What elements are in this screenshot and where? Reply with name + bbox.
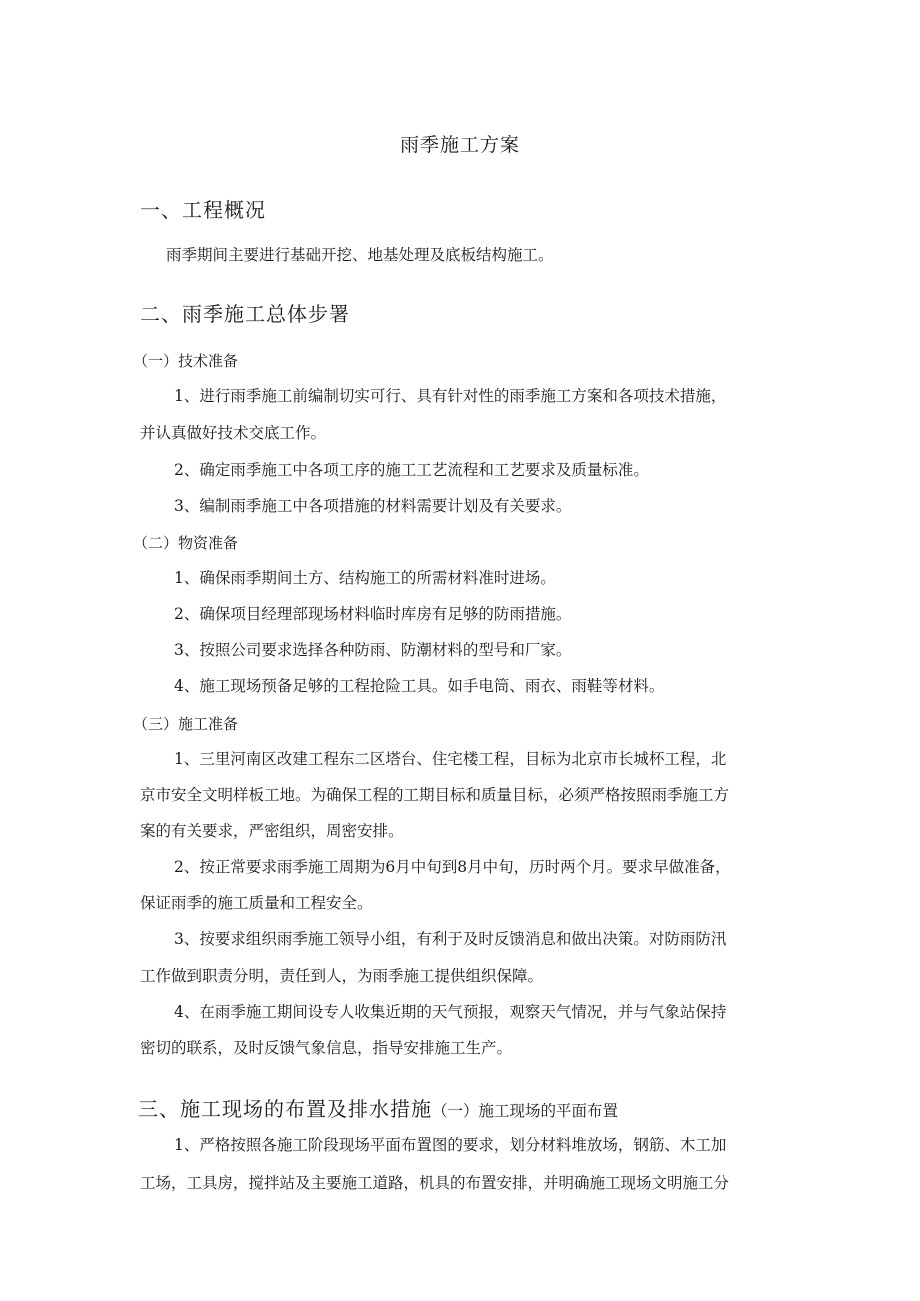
construction-prep-item-1-line-1: 1、三里河南区改建工程东二区塔台、住宅楼工程，目标为北京市长城杯工程，北	[174, 750, 727, 768]
subsection-construction-prep: （三）施工准备	[133, 715, 239, 733]
site-layout-item-1-line-1: 1、严格按照各施工阶段现场平面布置图的要求，划分材料堆放场，钢筋、木工加	[174, 1136, 727, 1154]
section-2-heading: 二、雨季施工总体步署	[140, 302, 350, 326]
construction-prep-item-3-line-2: 工作做到职责分明，责任到人，为雨季施工提供组织保障。	[140, 967, 544, 985]
construction-prep-item-1-line-2: 京市安全文明样板工地。为确保工程的工期目标和质量目标，必须严格按照雨季施工方	[140, 786, 730, 804]
tech-prep-item-3: 3、编制雨季施工中各项措施的材料需要计划及有关要求。	[174, 497, 572, 515]
construction-prep-item-2-line-2: 保证雨季的施工质量和工程安全。	[140, 894, 373, 912]
material-prep-item-2: 2、确保项目经理部现场材料临时库房有足够的防雨措施。	[174, 605, 572, 623]
document-title: 雨季施工方案	[399, 134, 520, 156]
construction-prep-item-1-line-3: 案的有关要求，严密组织，周密安排。	[140, 822, 404, 840]
construction-prep-item-3-line-1: 3、按要求组织雨季施工领导小组，有利于及时反馈消息和做出决策。对防雨防汛	[174, 930, 727, 948]
material-prep-item-3: 3、按照公司要求选择各种防雨、防潮材料的型号和厂家。	[174, 641, 572, 659]
material-prep-item-4: 4、施工现场预备足够的工程抢险工具。如手电筒、雨衣、雨鞋等材料。	[174, 677, 665, 695]
site-layout-item-1-line-2: 工场，工具房，搅拌站及主要施工道路，机具的布置安排，并明确施工现场文明施工分	[140, 1174, 730, 1192]
section-1-heading: 一、工程概况	[140, 198, 266, 222]
tech-prep-item-2: 2、确定雨季施工中各项工序的施工工艺流程和工艺要求及质量标准。	[174, 461, 649, 479]
tech-prep-item-1-line-1: 1、进行雨季施工前编制切实可行、具有针对性的雨季施工方案和各项技术措施，	[174, 387, 727, 405]
construction-prep-item-2-line-1: 2、按正常要求雨季施工周期为6月中旬到8月中旬，历时两个月。要求早做准备，	[174, 858, 731, 876]
subsection-tech-prep: （一）技术准备	[133, 352, 239, 370]
tech-prep-item-1-line-2: 并认真做好技术交底工作。	[140, 424, 327, 442]
subsection-site-layout: （一）施工现场的平面布置	[432, 1102, 619, 1120]
material-prep-item-1: 1、确保雨季期间土方、结构施工的所需材料准时进场。	[174, 569, 556, 587]
section-1-paragraph: 雨季期间主要进行基础开挖、地基处理及底板结构施工。	[166, 246, 554, 264]
section-3-heading: 三、施工现场的布置及排水措施	[138, 1097, 432, 1121]
section-3-heading-line	[138, 1093, 618, 1122]
construction-prep-item-4-line-1: 4、在雨季施工期间设专人收集近期的天气预报，观察天气情况，并与气象站保持	[174, 1003, 727, 1021]
construction-prep-item-4-line-2: 密切的联系，及时反馈气象信息，指导安排施工生产。	[140, 1039, 513, 1057]
subsection-material-prep: （二）物资准备	[133, 534, 239, 552]
